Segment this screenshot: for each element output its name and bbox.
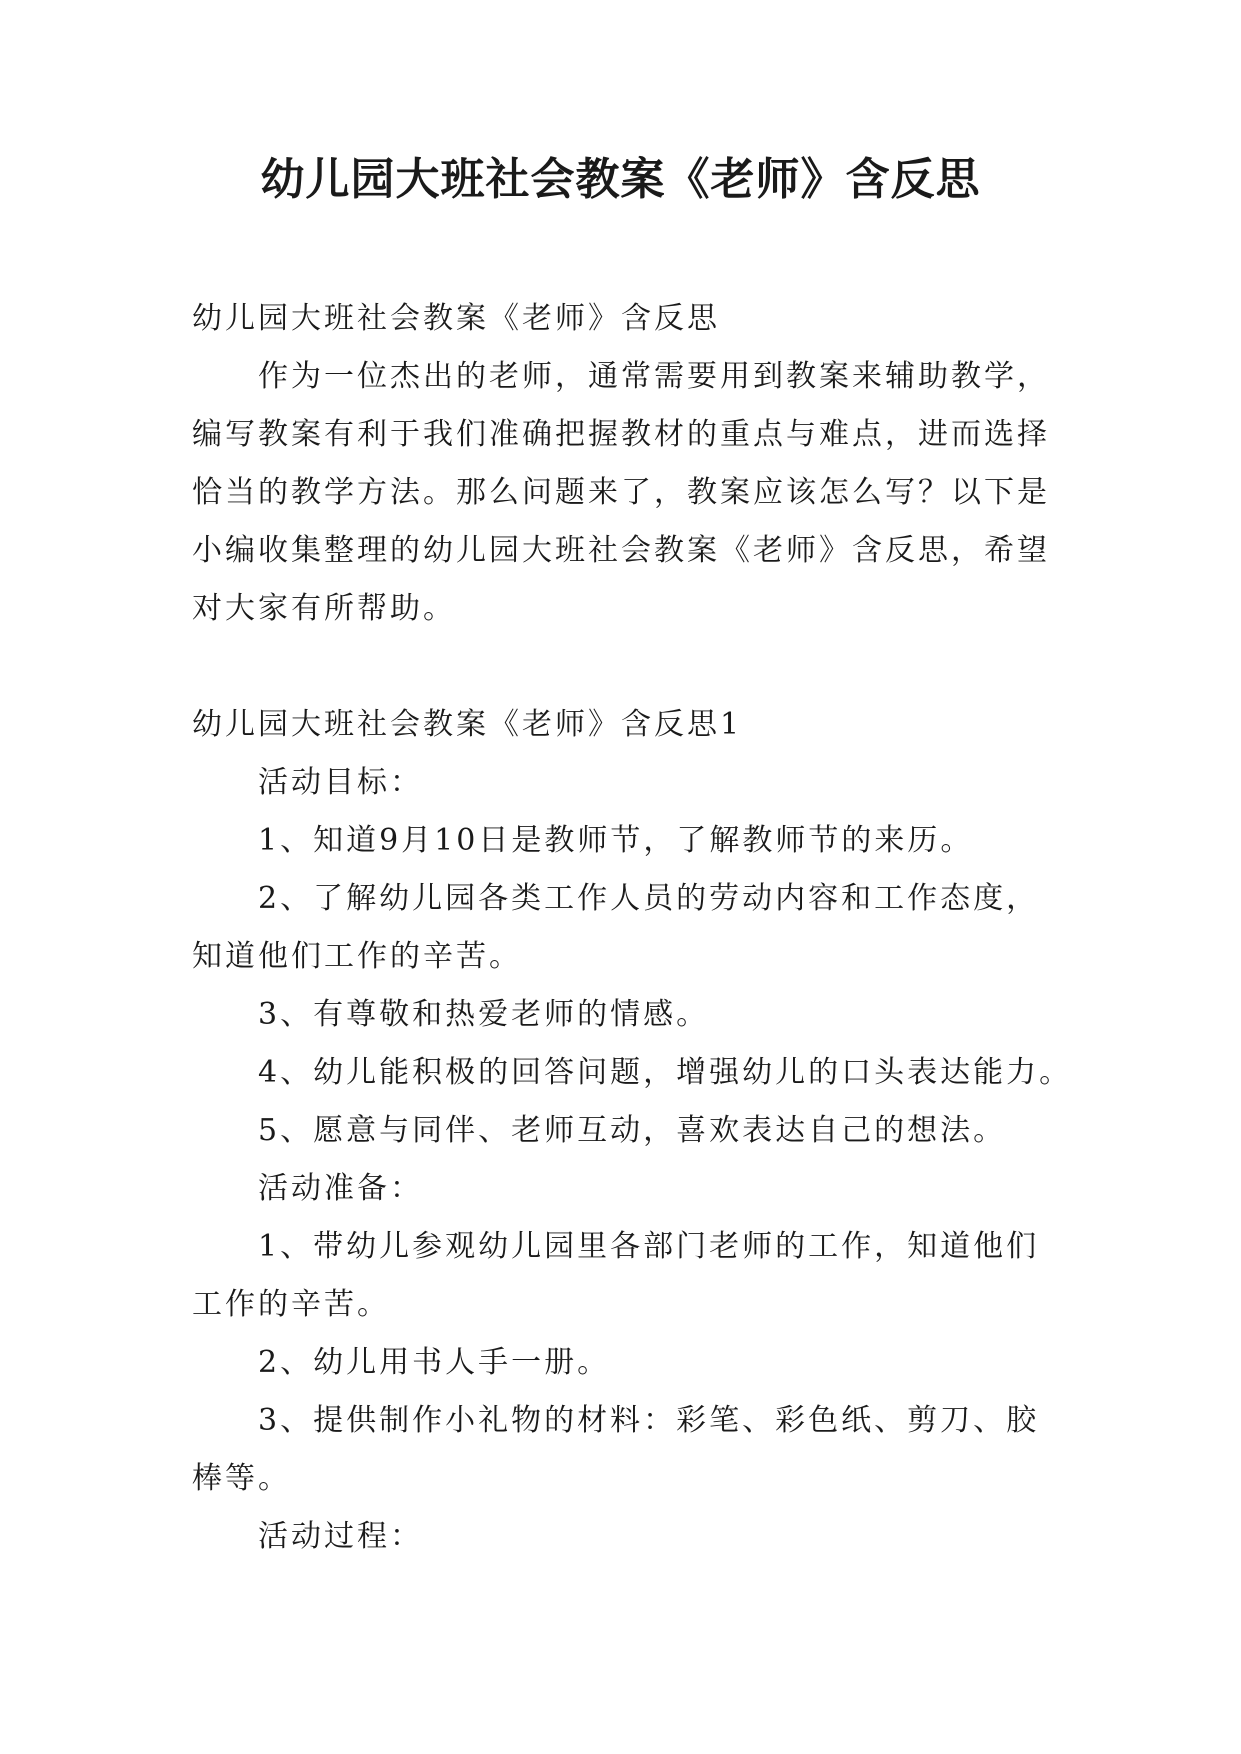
goal-item: 3、有尊敬和热爱老师的情感。 bbox=[258, 997, 710, 1032]
preparation-label: 活动准备： bbox=[258, 1171, 423, 1206]
intro-line: 恰当的教学方法。那么问题来了，教案应该怎么写？以下是 bbox=[192, 475, 1050, 510]
intro-line: 作为一位杰出的老师，通常需要用到教案来辅助教学， bbox=[258, 359, 1050, 394]
section-heading: 幼儿园大班社会教案《老师》含反思1 bbox=[192, 707, 743, 742]
goal-item: 5、愿意与同伴、老师互动，喜欢表达自己的想法。 bbox=[258, 1113, 1007, 1148]
goal-item: 2、了解幼儿园各类工作人员的劳动内容和工作态度， bbox=[258, 881, 1040, 916]
intro-line: 编写教案有利于我们准确把握教材的重点与难点，进而选择 bbox=[192, 417, 1050, 452]
goals-label: 活动目标： bbox=[258, 765, 423, 800]
intro-line: 小编收集整理的幼儿园大班社会教案《老师》含反思，希望 bbox=[192, 533, 1050, 568]
document-body bbox=[192, 290, 1092, 1566]
process-label: 活动过程： bbox=[258, 1519, 423, 1554]
goal-item: 4、幼儿能积极的回答问题，增强幼儿的口头表达能力。 bbox=[258, 1055, 1073, 1090]
intro-line: 对大家有所帮助。 bbox=[192, 591, 456, 626]
page-title: 幼儿园大班社会教案《老师》含反思 bbox=[260, 154, 981, 205]
paragraph-gap bbox=[192, 638, 1092, 696]
goal-item-continuation: 知道他们工作的辛苦。 bbox=[192, 939, 522, 974]
preparation-item-continuation: 工作的辛苦。 bbox=[192, 1287, 390, 1322]
preparation-item-continuation: 棒等。 bbox=[192, 1461, 291, 1496]
goal-item: 1、知道9月10日是教师节，了解教师节的来历。 bbox=[258, 823, 974, 858]
preparation-item: 2、幼儿用书人手一册。 bbox=[258, 1345, 611, 1380]
preparation-item: 1、带幼儿参观幼儿园里各部门老师的工作，知道他们 bbox=[258, 1229, 1040, 1264]
document-subtitle: 幼儿园大班社会教案《老师》含反思 bbox=[192, 301, 720, 336]
preparation-item: 3、提供制作小礼物的材料：彩笔、彩色纸、剪刀、胶 bbox=[258, 1403, 1040, 1438]
